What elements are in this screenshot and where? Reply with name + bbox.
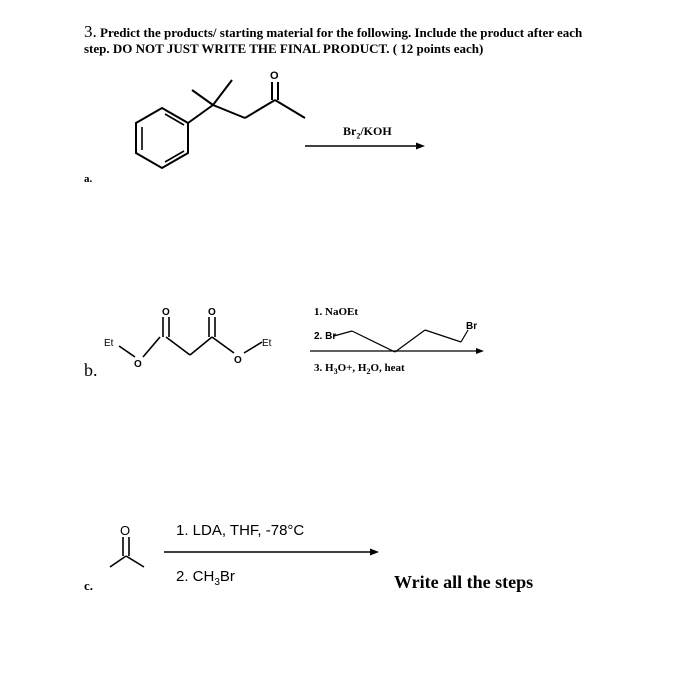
- instruction-text: Write all the steps: [394, 572, 534, 592]
- reagent-br: Br: [343, 124, 357, 138]
- atom-oxygen: O: [208, 307, 216, 318]
- step-b2: 2. Br: [314, 331, 337, 342]
- arrow-head: [370, 549, 379, 556]
- ethyl-right: Et: [262, 338, 272, 349]
- step-c2: [176, 568, 235, 588]
- atom-oxygen: O: [134, 359, 142, 370]
- reagent-subscript: 2: [356, 131, 361, 141]
- step-c1: 1. LDA, THF, -78°C: [176, 522, 305, 539]
- atom-oxygen: O: [120, 523, 131, 538]
- subscript: 3: [333, 367, 338, 377]
- problem-c-label: c.: [84, 578, 94, 593]
- subscript: 3: [214, 577, 220, 588]
- step-b1: 1. NaOEt: [314, 306, 358, 318]
- atom-oxygen: O: [162, 307, 170, 318]
- atom-oxygen: O: [234, 355, 242, 366]
- step-b3-part: O+, H: [337, 362, 367, 374]
- reagent-koh: /KOH: [360, 124, 392, 138]
- problem-a-label: a.: [84, 173, 93, 185]
- question-number: 3.: [84, 22, 97, 41]
- problem-b-label: b.: [84, 360, 98, 380]
- step-b3-part: O, heat: [370, 362, 405, 374]
- step-c2-part: Br: [219, 568, 235, 585]
- ethyl-left: Et: [104, 338, 114, 349]
- step-c2-part: 2. CH: [176, 568, 215, 585]
- step-b3-part: 3. H: [314, 362, 334, 374]
- bond: [126, 556, 144, 567]
- subscript: 2: [366, 367, 371, 377]
- question-text-line2: step. DO NOT JUST WRITE THE FINAL PRODUCT. ( 12 points each): [84, 41, 484, 56]
- question-text-line1: Predict the products/ starting material for the following. Include the product after each: [100, 25, 583, 40]
- atom-bromine: Br: [466, 321, 478, 332]
- bond: [110, 556, 126, 567]
- atom-oxygen: O: [270, 70, 279, 82]
